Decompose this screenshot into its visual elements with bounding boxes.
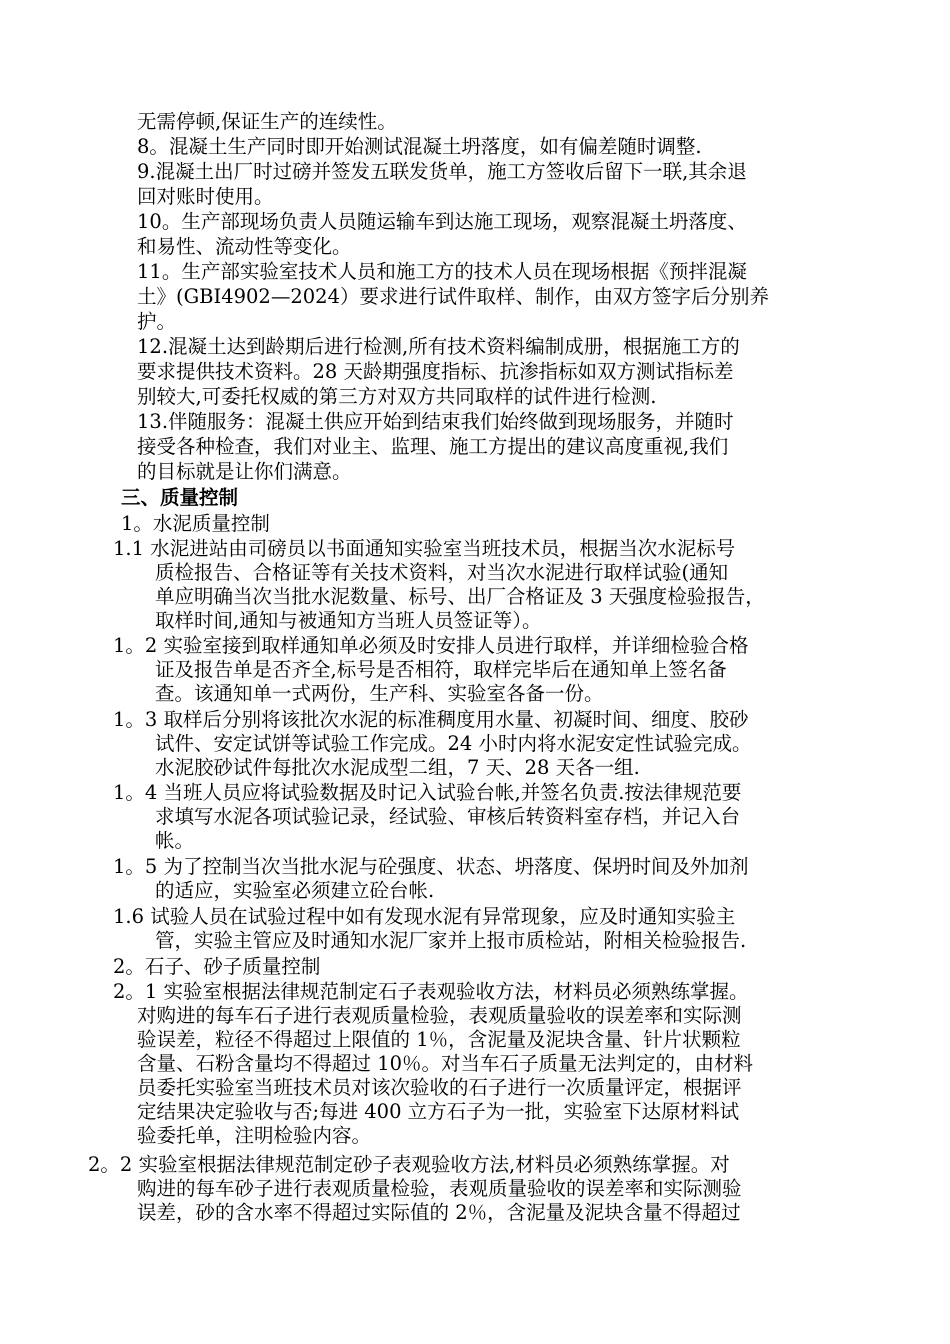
text-line: 购进的每车砂子进行表观质量检验，表观质量验收的误差率和实际测验 [137,1177,742,1200]
text-line: 查。该通知单一式两份，生产科、实验室各备一份。 [155,682,604,705]
text-line: 帐。 [155,829,195,852]
text-line: 员委托实验室当班技术员对该次验收的石子进行一次质量评定，根据评 [137,1076,742,1099]
text-line: 单应明确当次当批水泥数量、标号、出厂合格证及 3 天强度检验报告， [155,585,765,608]
text-line: 取样时间,通知与被通知方当班人员签证等）。 [155,609,542,632]
text-line: 要求提供技术资料。28 天龄期强度指标、抗渗指标如双方测试指标差 [137,360,734,383]
section-heading: 三、质量控制 [121,486,239,509]
text-line: 验委托单，注明检验内容。 [137,1124,372,1147]
text-line: 2。2 实验室根据法律规范制定砂子表观验收方法,材料员必须熟练掌握。对 [88,1153,730,1176]
text-line: 管，实验主管应及时通知水泥厂家并上报市质检站，附相关检验报告. [155,929,747,952]
text-line: 1.6 试验人员在试验过程中如有发现水泥有异常现象，应及时通知实验主 [113,905,736,928]
text-line: 误差，砂的含水率不得超过实际值的 2％，含泥量及泥块含量不得超过 [137,1201,741,1224]
text-line: 11。生产部实验室技术人员和施工方的技术人员在现场根据《预拌混凝 [137,260,747,283]
text-line: 验误差，粒径不得超过上限值的 1％，含泥量及泥块含量、针片状颗粒 [137,1028,741,1051]
text-line: 1。2 实验室接到取样通知单必须及时安排人员进行取样，并详细检验合格 [113,634,749,657]
text-line: 1。3 取样后分别将该批次水泥的标准稠度用水量、初凝时间、细度、胶砂 [113,708,749,731]
text-line: 1。5 为了控制当次当批水泥与砼强度、状态、坍落度、保坍时间及外加剂 [113,855,749,878]
text-line: 含量、石粉含量均不得超过 10％。对当车石子质量无法判定的，由材料 [137,1052,754,1075]
text-line: 证及报告单是否齐全,标号是否相符，取样完毕后在通知单上签名备 [155,658,727,681]
text-line: 对购进的每车石子进行表观质量检验，表观质量验收的误差率和实际测 [137,1004,742,1027]
text-line: 8。混凝土生产同时即开始测试混凝土坍落度，如有偏差随时调整. [137,135,702,158]
text-line: 9.混凝土出厂时过磅并签发五联发货单，施工方签收后留下一联,其余退 [137,160,747,183]
text-line: 13.伴随服务：混凝土供应开始到结束我们始终做到现场服务，并随时 [137,410,734,433]
text-line: 1。4 当班人员应将试验数据及时记入试验台帐,并签名负责.按法律规范要 [113,781,742,804]
text-line: 别较大,可委托权威的第三方对双方共同取样的试件进行检测. [137,385,657,408]
text-line: 质检报告、合格证等有关技术资料，对当次水泥进行取样试验(通知 [155,561,729,584]
text-line: 和易性、流动性等变化。 [137,235,352,258]
text-line: 2。1 实验室根据法律规范制定石子表观验收方法，材料员必须熟练掌握。 [113,980,749,1003]
text-line: 水泥胶砂试件每批次水泥成型二组，7 天、28 天各一组. [155,756,640,779]
text-line: 护。 [137,310,177,333]
subsection-heading: 1。水泥质量控制 [121,512,270,535]
text-line: 回对账时使用。 [137,185,274,208]
subsection-heading: 2。石子、砂子质量控制 [113,955,321,978]
text-line: 1.1 水泥进站由司磅员以书面通知实验室当班技术员，根据当次水泥标号 [113,537,736,560]
text-line: 定结果决定验收与否;每进 400 立方石子为一批，实验室下达原材料试 [137,1100,740,1123]
text-line: 的目标就是让你们满意。 [137,460,352,483]
text-line: 求填写水泥各项试验记录，经试验、审核后转资料室存档，并记入台 [155,805,741,828]
text-line: 12.混凝土达到龄期后进行检测,所有技术资料编制成册，根据施工方的 [137,335,740,358]
text-line: 土》(GBI4902—2024）要求进行试件取样、制作，由双方签字后分别养 [137,285,769,308]
text-line: 接受各种检查，我们对业主、监理、施工方提出的建议高度重视,我们 [137,435,729,458]
text-line: 的适应，实验室必须建立砼台帐. [155,879,435,902]
text-line: 10。生产部现场负责人员随运输车到达施工现场，观察混凝土坍落度、 [137,210,747,233]
text-line: 无需停顿,保证生产的连续性。 [137,110,397,133]
text-line: 试件、安定试饼等试验工作完成。24 小时内将水泥安定性试验完成。 [155,732,752,755]
